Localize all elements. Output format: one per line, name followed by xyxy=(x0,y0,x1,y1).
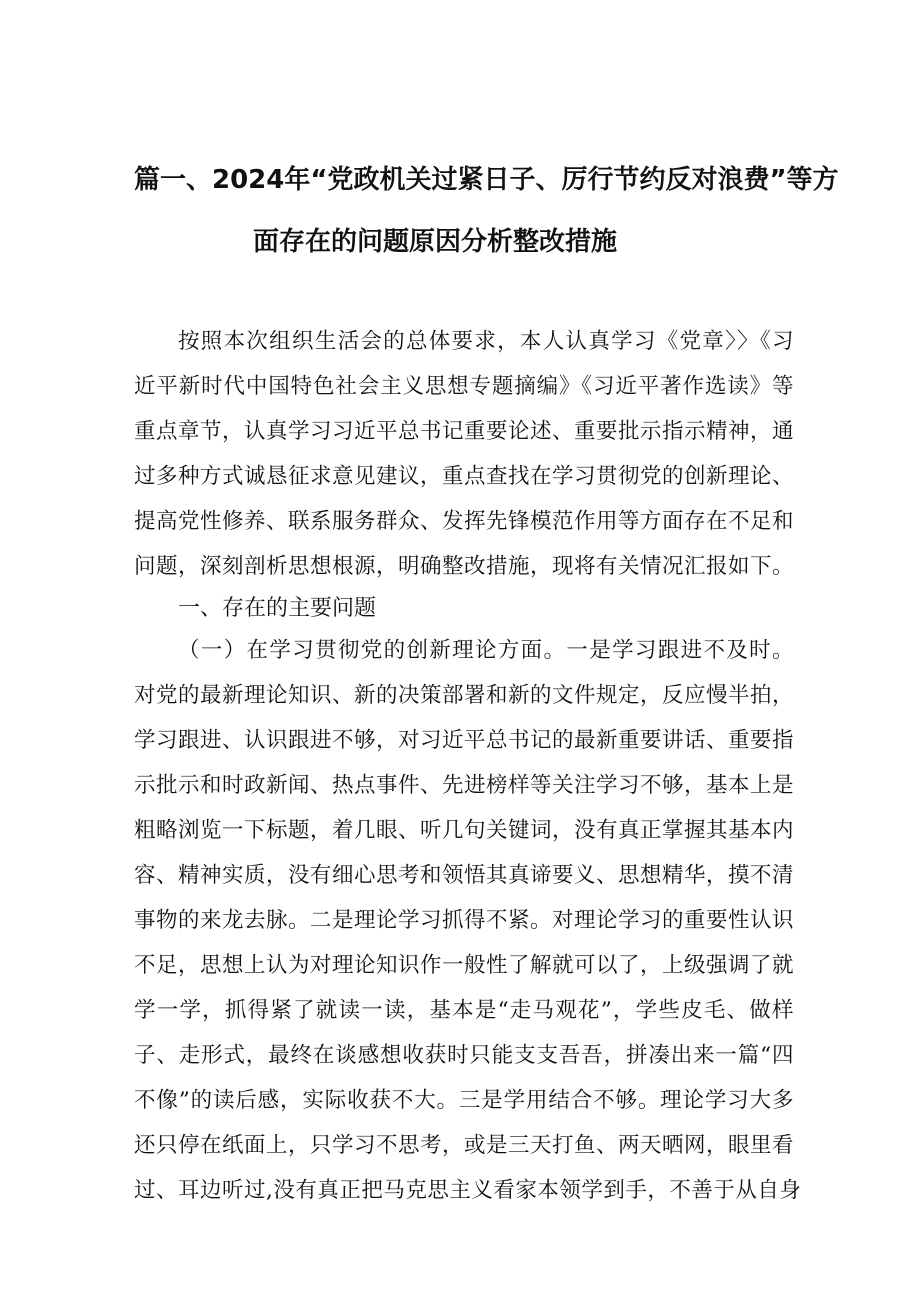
body-line: 学习跟进、认识跟进不够，对习近平总书记的最新重要讲话、重要指 xyxy=(134,728,795,753)
body-line: 还只停在纸面上，只学习不思考，或是三天打鱼、两天晒网，眼里看 xyxy=(134,1133,795,1158)
body-line: 事物的来龙去脉。二是理论学习抓得不紧。对理论学习的重要性认识 xyxy=(134,908,795,933)
intro-line: 过多种方式诚恳征求意见建议，重点查找在学习贯彻党的创新理论、 xyxy=(134,464,795,489)
body-line: （一）在学习贯彻党的创新理论方面。一是学习跟进不及时。 xyxy=(178,638,794,663)
document-title-line-1: 篇一、2024年“党政机关过紧日子、厉行节约反对浪费”等方 xyxy=(134,165,839,195)
intro-line: 重点章节，认真学习习近平总书记重要论述、重要批示指示精神，通 xyxy=(134,419,795,444)
body-line: 不像”的读后感，实际收获不大。三是学用结合不够。理论学习大多 xyxy=(134,1088,794,1113)
intro-line: 按照本次组织生活会的总体要求，本人认真学习《党章〉〉《习 xyxy=(178,329,794,354)
body-line: 容、精神实质，没有细心思考和领悟其真谛要义、思想精华，摸不清 xyxy=(134,863,795,888)
section-heading: 一、存在的主要问题 xyxy=(178,596,377,621)
body-line: 不足，思想上认为对理论知识作一般性了解就可以了，上级强调了就 xyxy=(134,953,795,978)
document-title-line-2: 面存在的问题原因分析整改措施 xyxy=(253,227,618,257)
intro-line: 问题，深刻剖析思想根源，明确整改措施，现将有关情况汇报如下。 xyxy=(134,554,795,579)
body-line: 对党的最新理论知识、新的决策部署和新的文件规定，反应慢半拍， xyxy=(134,683,795,708)
intro-line: 近平新时代中国特色社会主义思想专题摘编》《习近平著作选读》等 xyxy=(134,374,794,399)
body-line: 学一学，抓得紧了就读一读，基本是“走马观花”，学些皮毛、做样 xyxy=(134,998,794,1023)
body-line: 粗略浏览一下标题，着几眼、听几句关键词，没有真正掌握其基本内 xyxy=(134,818,795,843)
body-line: 过、耳边听过,没有真正把马克思主义看家本领学到手，不善于从自身 xyxy=(134,1178,802,1203)
body-line: 示批示和时政新闻、热点事件、先进榜样等关注学习不够，基本上是 xyxy=(134,773,795,798)
body-line: 子、走形式，最终在谈感想收获时只能支支吾吾，拼凑出来一篇“四 xyxy=(134,1043,794,1068)
intro-line: 提高党性修养、联系服务群众、发挥先锋模范作用等方面存在不足和 xyxy=(134,509,795,534)
